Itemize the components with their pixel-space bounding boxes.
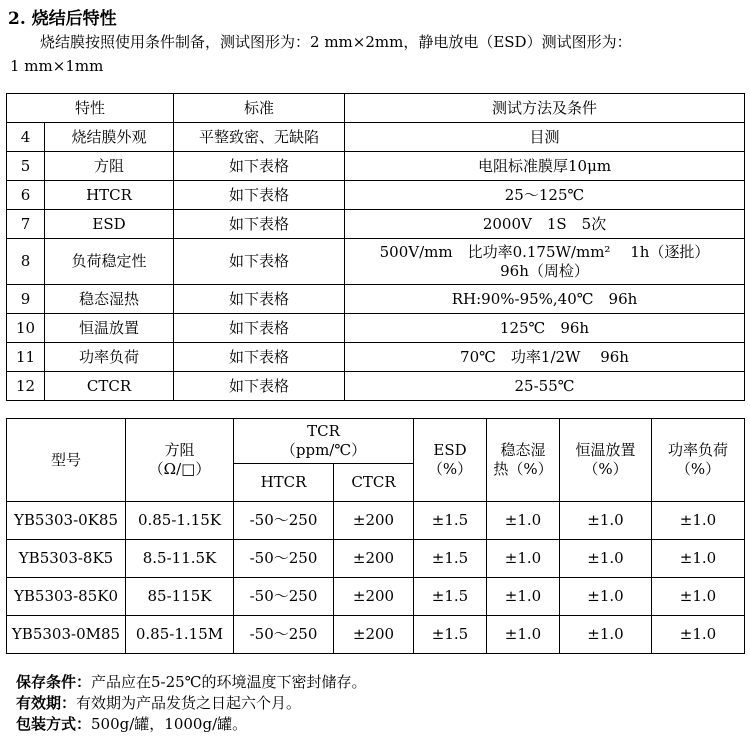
row-standard: 如下表格 [174, 239, 345, 285]
row-property: 功率负荷 [45, 343, 174, 372]
header-constant-temp [560, 419, 652, 502]
cell-resistance: 85-115K [126, 578, 234, 616]
cell-resistance: 8.5-11.5K [126, 540, 234, 578]
row-test-method [345, 314, 745, 343]
cell-power-load: ±1.0 [652, 578, 745, 616]
cell-htcr: -50～250 [234, 540, 334, 578]
table-row [7, 502, 745, 540]
intro-line-1: 烧结膜按照使用条件制备，测试图形为：2 mm×2mm，静电放电（ESD）测试图形为： [40, 33, 632, 51]
header-humidity-label-2: 热（%） [493, 460, 553, 478]
cell-htcr: -50～250 [234, 616, 334, 654]
row-property: CTCR [45, 372, 174, 401]
header-tcr-unit: （ppm/℃） [280, 441, 367, 459]
cell-esd: ±1.5 [414, 502, 487, 540]
footer-notes [16, 672, 367, 735]
cell-resistance: 0.85-1.15K [126, 502, 234, 540]
row-standard: 平整致密、无缺陷 [174, 123, 345, 152]
table-row [7, 372, 745, 401]
row-number: 5 [7, 152, 45, 181]
row-number: 6 [7, 181, 45, 210]
package-label: 包装方式： [16, 715, 92, 733]
row-number: 8 [7, 239, 45, 285]
row-number: 4 [7, 123, 45, 152]
row-property: ESD [45, 210, 174, 239]
cell-power-load: ±1.0 [652, 502, 745, 540]
cell-model: YB5303-8K5 [7, 540, 126, 578]
validity-label: 有效期： [16, 694, 77, 712]
header-esd-label: ESD [433, 441, 467, 459]
table-row [7, 123, 745, 152]
cell-ctcr: ±200 [334, 616, 414, 654]
cell-ctcr: ±200 [334, 502, 414, 540]
header-esd [414, 419, 487, 502]
intro-paragraph [10, 30, 740, 78]
header-humidity-label: 稳态湿 [500, 441, 546, 459]
row-test-method-line-2: 96h（周检） [500, 261, 589, 280]
row-test-method [345, 372, 745, 401]
row-standard: 如下表格 [174, 210, 345, 239]
row-test-method-line-1: 500V/mm 比功率0.175W/mm² 1h（逐批） [379, 242, 710, 261]
intro-line-2: 1 mm×1mm [10, 57, 104, 75]
cell-constant-temp: ±1.0 [560, 502, 652, 540]
row-test-method [345, 285, 745, 314]
cell-constant-temp: ±1.0 [560, 540, 652, 578]
header-esd-unit: （%） [427, 460, 473, 478]
spec-table [6, 418, 745, 654]
table-row [7, 314, 745, 343]
table-row [7, 210, 745, 239]
cell-humidity: ±1.0 [487, 540, 560, 578]
row-test-method-line-1: 25～125℃ [504, 185, 585, 204]
row-number: 11 [7, 343, 45, 372]
table-row [7, 181, 745, 210]
package-line [16, 714, 367, 735]
cell-constant-temp: ±1.0 [560, 616, 652, 654]
row-test-method-line-1: 目测 [529, 127, 560, 146]
row-property: HTCR [45, 181, 174, 210]
table-row [7, 343, 745, 372]
table-row [7, 152, 745, 181]
header-tcr [234, 419, 414, 464]
row-test-method-line-1: 70℃ 功率1/2W 96h [460, 347, 629, 366]
validity-text: 有效期为产品发货之日起六个月。 [76, 694, 302, 712]
header-model: 型号 [7, 419, 126, 502]
spec-header-row-1 [7, 419, 745, 464]
cell-model: YB5303-0K85 [7, 502, 126, 540]
row-property: 烧结膜外观 [45, 123, 174, 152]
cell-esd: ±1.5 [414, 616, 487, 654]
header-standard: 标准 [174, 94, 345, 123]
table-row [7, 578, 745, 616]
row-number: 12 [7, 372, 45, 401]
cell-constant-temp: ±1.0 [560, 578, 652, 616]
section-heading: 2. 烧结后特性 [8, 9, 117, 29]
storage-label: 保存条件： [16, 673, 92, 691]
header-resistance [126, 419, 234, 502]
cell-resistance: 0.85-1.15M [126, 616, 234, 654]
header-property: 特性 [7, 94, 174, 123]
package-text: 500g/罐，1000g/罐。 [91, 715, 248, 733]
header-humidity [487, 419, 560, 502]
header-power-load [652, 419, 745, 502]
row-property: 负荷稳定性 [45, 239, 174, 285]
header-ctcr: CTCR [334, 464, 414, 502]
header-htcr: HTCR [234, 464, 334, 502]
header-resistance-unit: （Ω/□） [148, 460, 211, 478]
header-tcr-label: TCR [307, 422, 340, 440]
cell-power-load: ±1.0 [652, 540, 745, 578]
row-test-method [345, 343, 745, 372]
row-standard: 如下表格 [174, 285, 345, 314]
header-constant-temp-unit: （%） [583, 460, 628, 478]
row-test-method [345, 181, 745, 210]
cell-esd: ±1.5 [414, 578, 487, 616]
cell-humidity: ±1.0 [487, 578, 560, 616]
row-test-method-line-1: RH:90%-95%,40℃ 96h [451, 289, 638, 308]
header-power-load-unit: （%） [675, 460, 721, 478]
cell-model: YB5303-85K0 [7, 578, 126, 616]
row-standard: 如下表格 [174, 343, 345, 372]
table-row [7, 239, 745, 285]
row-test-method-line-1: 2000V 1S 5次 [482, 214, 607, 233]
row-test-method-line-1: 25-55℃ [514, 376, 575, 395]
header-test-method: 测试方法及条件 [345, 94, 745, 123]
cell-humidity: ±1.0 [487, 502, 560, 540]
row-property: 方阻 [45, 152, 174, 181]
row-standard: 如下表格 [174, 314, 345, 343]
row-standard: 如下表格 [174, 152, 345, 181]
storage-text: 产品应在5-25℃的环境温度下密封储存。 [91, 673, 367, 691]
header-resistance-label: 方阻 [164, 441, 195, 459]
header-constant-temp-label: 恒温放置 [575, 441, 636, 459]
row-property: 稳态湿热 [45, 285, 174, 314]
row-test-method [345, 210, 745, 239]
cell-ctcr: ±200 [334, 578, 414, 616]
row-standard: 如下表格 [174, 181, 345, 210]
row-test-method-line-1: 125℃ 96h [499, 318, 590, 337]
row-number: 9 [7, 285, 45, 314]
row-number: 7 [7, 210, 45, 239]
row-test-method [345, 123, 745, 152]
validity-line [16, 693, 367, 714]
row-property: 恒温放置 [45, 314, 174, 343]
storage-line [16, 672, 367, 693]
row-test-method [345, 152, 745, 181]
row-test-method-line-1: 电阻标准膜厚10μm [477, 156, 612, 175]
cell-ctcr: ±200 [334, 540, 414, 578]
cell-model: YB5303-0M85 [7, 616, 126, 654]
table-row [7, 285, 745, 314]
row-standard: 如下表格 [174, 372, 345, 401]
row-number: 10 [7, 314, 45, 343]
properties-table [6, 93, 745, 401]
cell-htcr: -50～250 [234, 502, 334, 540]
cell-esd: ±1.5 [414, 540, 487, 578]
table-header-row [7, 94, 745, 123]
table-row [7, 616, 745, 654]
table-row [7, 540, 745, 578]
cell-power-load: ±1.0 [652, 616, 745, 654]
cell-humidity: ±1.0 [487, 616, 560, 654]
row-test-method [345, 239, 745, 285]
cell-htcr: -50～250 [234, 578, 334, 616]
header-power-load-label: 功率负荷 [668, 441, 729, 459]
